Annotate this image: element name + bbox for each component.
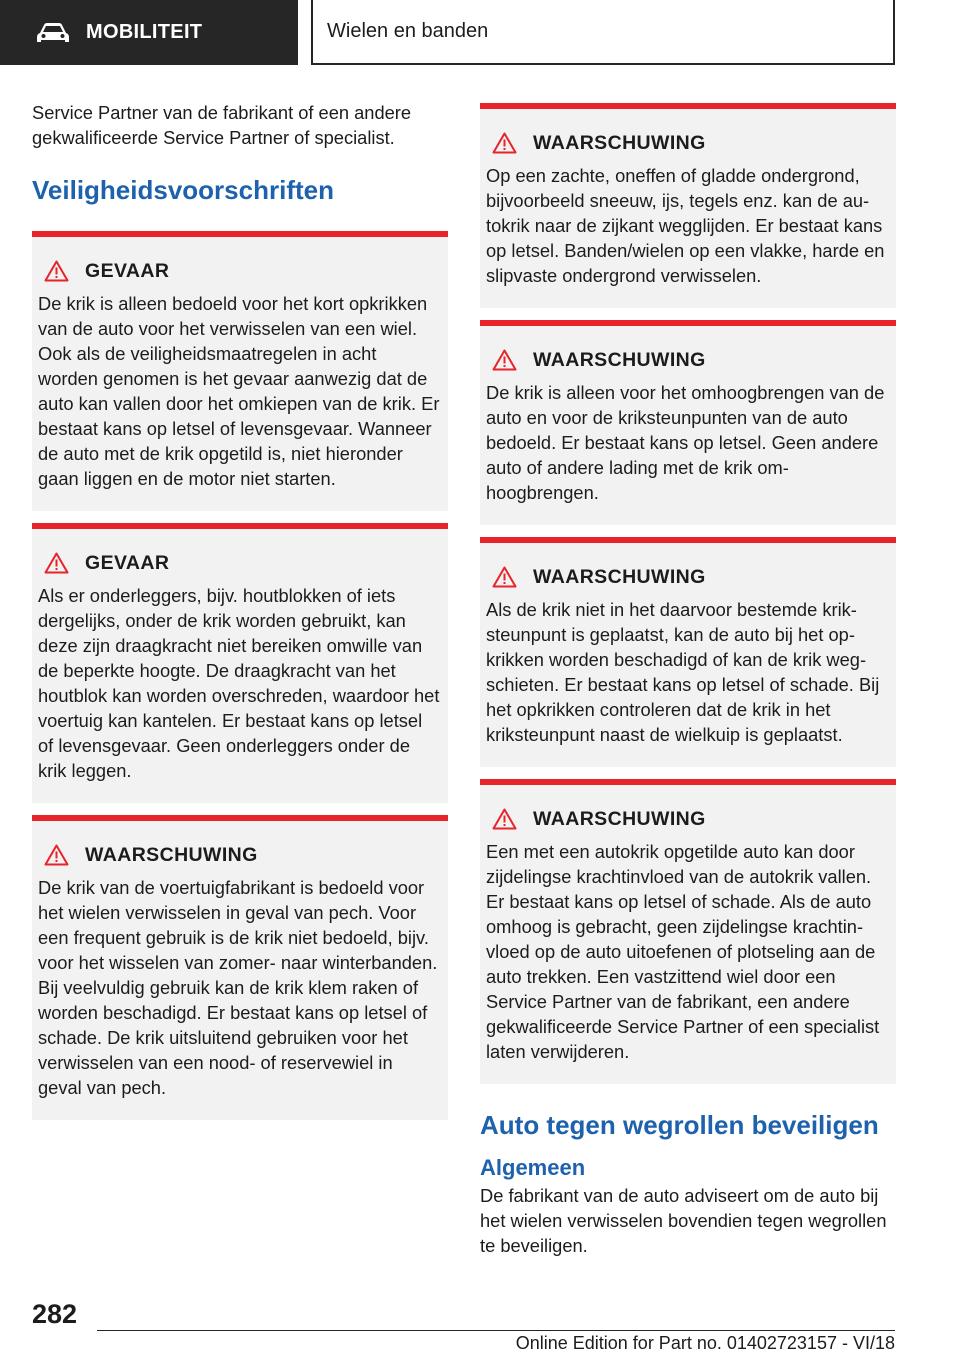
danger-box: [32, 231, 448, 511]
warning-box: [32, 815, 448, 1120]
right-column: [480, 100, 896, 1258]
box-text: De krik is alleen voor het omhoogbrengen van de auto en voor de kriksteunpunten van de auto bedoeld. Er bestaat kans op letsel. Geen andere auto of andere lading met de krik omhoogbrengen.: [486, 382, 885, 503]
warning-box: [480, 537, 896, 767]
chapter-title: MOBILITEIT: [86, 21, 203, 43]
danger-box: [32, 523, 448, 803]
edition-text: Online Edition for Part no. 01402723157 - VI/18: [515, 1333, 895, 1353]
warning-box: [480, 320, 896, 525]
footer-divider: [97, 1330, 895, 1331]
warning-triangle-icon: [44, 260, 69, 282]
box-text: Als er onderleggers, bijv. houtblokken of iets dergelijks, onder de krik worden gebruikt, kan deze zijn draagkracht niet bereiken omwille van de beperkte hoogte. De draagkracht van het houtblok kan worden overschreden, waardoor het voertuig kan kantelen. Er bestaat kans op letsel of levensgevaar. Geen onderleggers onder de krik leggen.: [38, 585, 440, 781]
warning-triangle-icon: [44, 552, 69, 574]
box-text: De krik is alleen bedoeld voor het kort opkrikken van de auto voor het verwisselen van een wiel. Ook als de veiligheidsmaatregelen in acht worden genomen is het gevaar aanwezig dat de auto kan vallen door het omkiepen van de krik. Er bestaat kans op letsel of levensgevaar. Wanneer de auto met de krik opgetild is, niet hieronder gaan liggen en de motor niet starten.: [38, 293, 440, 489]
intro-paragraph: Service Partner van de fabrikant of een andere gekwalificeerde Service Partner of specialist.: [32, 102, 412, 148]
chapter-tab: [0, 0, 298, 65]
box-title: WAARSCHUWING: [533, 131, 706, 154]
box-title: GEVAAR: [85, 551, 170, 574]
warning-box: [480, 103, 896, 308]
page-number: 282: [32, 1299, 78, 1329]
warning-triangle-icon: [492, 566, 517, 588]
box-title: GEVAAR: [85, 259, 170, 282]
box-title: WAARSCHUWING: [533, 348, 706, 371]
box-title: WAARSCHUWING: [533, 565, 706, 588]
warning-triangle-icon: [492, 132, 517, 154]
box-text: Een met een autokrik opgetilde auto kan door zijdelingse krachtinvloed van de autokrik vallen. Er bestaat kans op letsel of schade. Als de auto omhoog is gebracht, geen zijdelingse krachtinvloed op de auto uitoefenen of plotseling aan de auto trekken. Een vastzittend wiel door een Service Partner van de fabrikant, een andere gekwalificeerde Service Partner of een specialist laten verwijderen.: [486, 841, 880, 1062]
warning-triangle-icon: [44, 844, 69, 866]
box-title: WAARSCHUWING: [85, 843, 258, 866]
box-text: Als de krik niet in het daarvoor bestemde kriksteunpunt is geplaatst, kan de auto bij het opkrikken worden beschadigd of kan de krik wegschieten. Er bestaat kans op letsel of schade. Bij het opkrikken controleren dat de krik in het kriksteunpunt naast de wielkuip is geplaatst.: [486, 599, 880, 745]
subsection-heading: Algemeen: [480, 1155, 586, 1180]
section-heading: Veiligheidsvoorschriften: [32, 175, 334, 205]
warning-triangle-icon: [492, 349, 517, 371]
section-heading: Auto tegen wegrollen beveiligen: [480, 1110, 879, 1140]
section-title: Wielen en banden: [311, 0, 895, 65]
warning-box: [480, 779, 896, 1084]
box-text: Op een zachte, oneffen of gladde ondergrond, bijvoorbeeld sneeuw, ijs, tegels enz. kan de autokrik naar de zijkant wegglijden. Er bestaat kans op letsel. Banden/wielen op een vlakke, harde en slipvaste ondergrond verwisselen.: [486, 165, 885, 286]
box-title: WAARSCHUWING: [533, 807, 706, 830]
warning-triangle-icon: [492, 808, 517, 830]
box-text: De krik van de voertuigfabrikant is bedoeld voor het wielen verwisselen in geval van pech. Voor een frequent gebruik is de krik niet bedoeld, bijv. voor het wisselen van zomer- naar winterbanden. Bij veelvuldig gebruik kan de krik klem raken of worden beschadigd. Er bestaat kans op letsel of schade. De krik uitsluitend gebruiken voor het verwisselen van een nood- of reservewiel in geval van pech.: [38, 877, 438, 1098]
body-paragraph: De fabrikant van de auto adviseert om de auto bij het wielen verwisselen bovendien tegen wegrollen te beveiligen.: [480, 1185, 887, 1256]
car-icon: [36, 22, 70, 44]
left-column: [32, 100, 448, 1120]
